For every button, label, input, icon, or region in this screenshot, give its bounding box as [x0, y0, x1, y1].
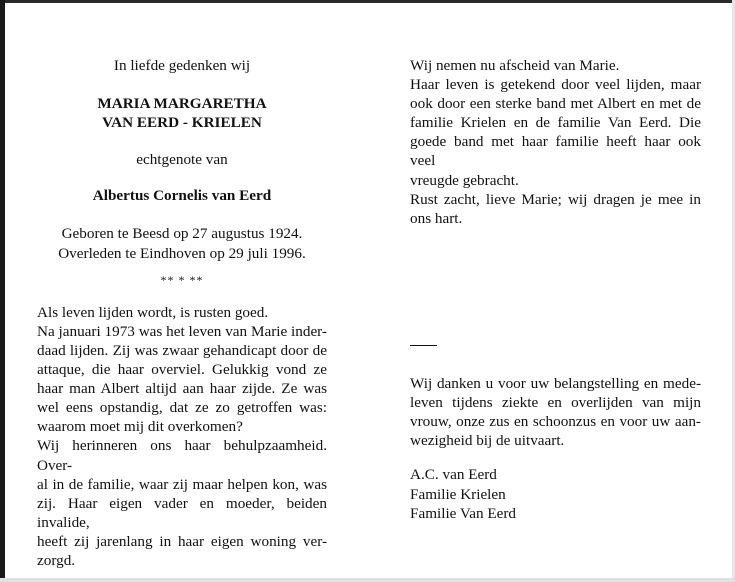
farewell-line: Haar leven is getekend door veel lijden, maar: [410, 76, 701, 94]
signer-name: Familie Van Eerd: [410, 505, 517, 523]
thanks-line: Wij danken u voor uw belangstelling en mede-: [410, 375, 701, 392]
signers-list: [410, 465, 701, 524]
deceased-name-line2: VAN EERD - KRIELEN: [102, 114, 262, 132]
death-line: Overleden te Eindhoven op 29 juli 1996.: [58, 244, 306, 262]
card-edge-top: [0, 0, 735, 3]
thanks-line: vrouw, onze zus en schoonzus en voor uw aan-: [410, 413, 701, 431]
para2-line: al in de familie, waar zij maar helpen kon, was: [37, 475, 327, 493]
spouse-name: Albertus Cornelis van Eerd: [92, 187, 272, 205]
para1-line: daad lijden. Zij was zwaar gehandicapt door de: [37, 341, 327, 359]
intro-line: In liefde gedenken wij: [113, 57, 251, 74]
farewell-intro: Wij nemen nu afscheid van Marie.: [410, 57, 620, 74]
para2-line: zorgd.: [37, 551, 76, 569]
rest-line: ons hart.: [410, 209, 463, 227]
deceased-name-line1: MARIA MARGARETHA: [97, 95, 267, 113]
signer-name: Familie Krielen: [410, 485, 506, 503]
birth-line: Geboren te Beesd op 27 augustus 1924.: [61, 225, 303, 243]
thanks-line: leven tijdens ziekte en overlijden van mijn: [410, 394, 701, 412]
thanks-paragraph: [410, 374, 701, 450]
para2-line: Wij herinneren ons haar behulpzaamheid. Over-: [37, 437, 327, 474]
para1-line: Na januari 1973 was het leven van Marie inder-: [37, 322, 327, 340]
motto-line: Als leven lijden wordt, is rusten goed.: [37, 303, 269, 321]
thanks-line: wezigheid bij de uitvaart.: [410, 432, 565, 450]
right-column: [410, 56, 701, 228]
farewell-line: ook door een sterke band met Albert en met de: [410, 95, 701, 113]
spouse-label: echtgenote van: [136, 151, 228, 169]
para1-line: attaque, die haar overviel. Gelukkig vond ze: [37, 361, 327, 379]
para1-line: haar man Albert altijd aan haar zijde. Ze was: [37, 380, 327, 398]
card-edge-left: [0, 0, 5, 582]
body-text: [37, 303, 327, 570]
para2-line: heeft zij jarenlang in haar eigen woning ver-: [37, 532, 327, 550]
signer-name: A.C. van Eerd: [410, 466, 497, 483]
rest-line: Rust zacht, lieve Marie; wij dragen je mee in: [410, 190, 701, 208]
star-divider: ** * **: [160, 272, 204, 287]
card-edge-bottom: [0, 578, 735, 582]
farewell-line: vreugde gebracht.: [410, 171, 519, 189]
farewell-line: goede band met haar familie heeft haar ook veel: [410, 133, 701, 170]
para1-line: wel eens opstandig, dat ze zo getroffen was:: [37, 399, 327, 417]
left-column: [37, 56, 327, 570]
farewell-line: familie Krielen en de familie Van Eerd. Die: [410, 114, 701, 132]
para2-line: zij. Haar eigen vader en moeder, beiden invalide,: [37, 494, 327, 531]
divider-rule: [410, 345, 437, 346]
para1-line: waarom moet mij dit overkomen?: [37, 418, 243, 436]
